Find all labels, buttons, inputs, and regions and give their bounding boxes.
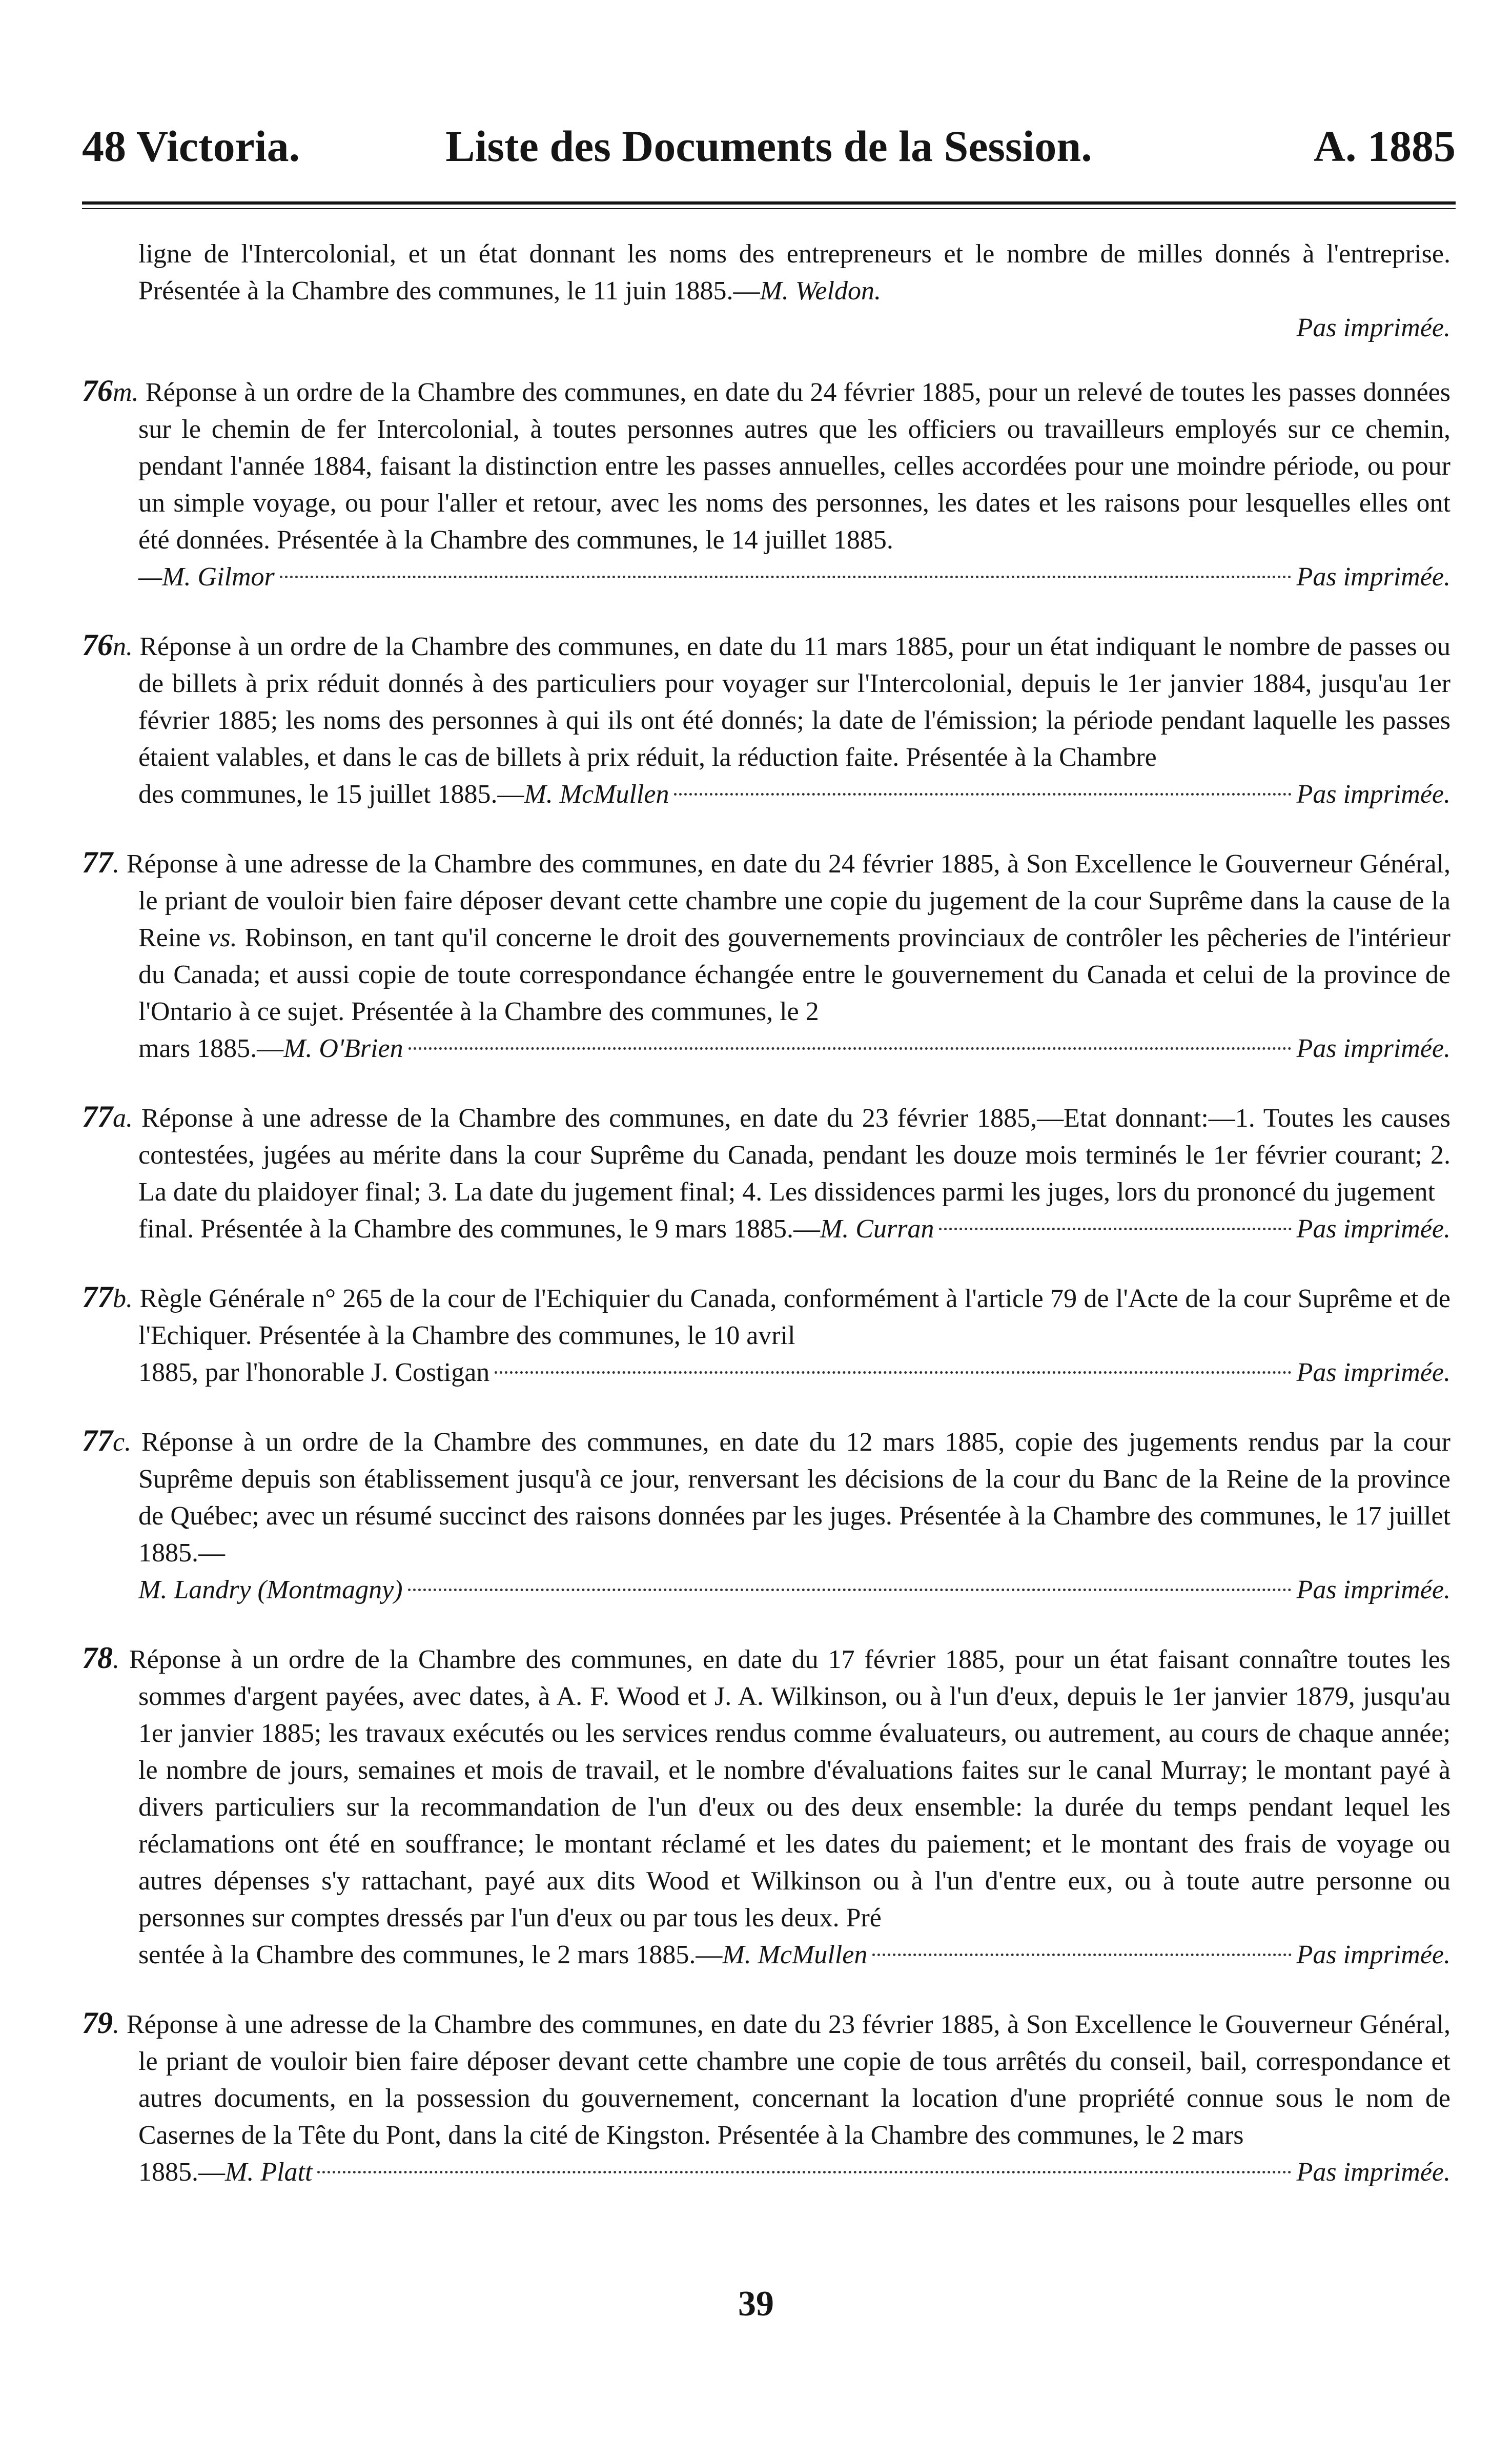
entry-text: Réponse à une adresse de la Chambre des communes, en date du 23 février 1885,—Etat donnant:—1. Toutes les causes contestées, jugées au mérite dans la cour Suprême du Canada, pendant les douze mois terminés le 1er février courant; 2. La date du plaidoyer final; 3. La date du jugement final; 4. Les dissidences parmi les juges, lors du prononcé du jugement: [133, 1104, 1450, 1207]
entry-mover: —M. Gilmor: [138, 562, 275, 592]
entry-77c: [82, 1422, 1450, 1609]
entry-number: 77b.: [82, 1280, 133, 1314]
entry-status: Pas imprimée.: [1296, 562, 1450, 592]
header-rule-thick: [82, 201, 1456, 205]
dot-leader: [408, 1589, 1292, 1591]
dot-leader: [939, 1228, 1291, 1230]
dot-leader: [495, 1371, 1291, 1374]
entry-tail: [138, 1937, 1450, 1974]
entry-text-last: des communes, le 15 juillet 1885.—M. McMullen: [138, 780, 669, 809]
entry-text-last: mars 1885.—M. O'Brien: [138, 1034, 403, 1063]
entry-status: Pas imprimée.: [1296, 1358, 1450, 1387]
entry-text: Réponse à un ordre de la Chambre des communes, en date du 17 février 1885, pour un état faisant connaître toutes les sommes d'argent payées, avec dates, à A. F. Wood et J. A. Wilkinson, ou à l'un d'eux, depuis le 1er janvier 1879, jusqu'au 1er janvier 1885; les travaux exécutés ou les services rendus comme évaluateurs, ou autrement, au cours de chaque année; le nombre de jours, semaines et mois de travail, et le nombre d'évaluations faites sur le canal Murray; le montant payé à divers particuliers sur la recommandation de l'un d'eux ou des deux ensemble: la durée du temps pendant lequel les réclamations ont été en souffrance; le montant réclamé et les dates du paiement; et le montant des frais de voyage ou autres dépenses s'y rattachant, payé aux dits Wood et Wilkinson ou à l'un d'entre eux, ou à toute autre personne ou personnes sur comptes dressés par l'un d'eux ou par tous les deux. Pré: [119, 1645, 1450, 1933]
entry-status: Pas imprimée.: [1296, 1034, 1450, 1063]
entry-number: 77c.: [82, 1424, 132, 1457]
entry-mover: M. McMullen: [722, 1940, 868, 1969]
entry-tail: [138, 1030, 1450, 1067]
entry-number: 76n.: [82, 628, 133, 662]
entry-mover: M. McMullen: [524, 780, 669, 809]
dot-leader: [280, 576, 1292, 578]
entry-number: 78.: [82, 1641, 119, 1675]
dot-leader: [317, 2171, 1291, 2173]
entry-tail: [138, 559, 1450, 596]
entry-continuation: [82, 236, 1450, 347]
running-header: [82, 115, 1456, 177]
entry-78: [82, 1639, 1450, 1974]
entry-status: Pas imprimée.: [1296, 313, 1450, 342]
entry-77: [82, 844, 1450, 1067]
entry-76n: [82, 626, 1450, 813]
entry-status: Pas imprimée.: [1296, 1575, 1450, 1604]
entry-mover: M. Curran: [820, 1214, 934, 1244]
entry-text: Réponse à un ordre de la Chambre des communes, en date du 12 mars 1885, copie des jugements rendus par la cour Suprême depuis son établissement jusqu'à ce jour, renversant les décisions de la cour du Banc de la Reine de la province de Québec; avec un résumé succinct des raisons données par les juges. Présentée à la Chambre des communes, le 17 juillet 1885.—: [131, 1428, 1450, 1568]
entry-77a: [82, 1098, 1450, 1248]
entry-text-last: 1885, par l'honorable J. Costigan: [138, 1358, 490, 1387]
entry-mover: M. O'Brien: [283, 1034, 403, 1063]
entry-status: Pas imprimée.: [1296, 1940, 1450, 1969]
entry-tail: [138, 1572, 1450, 1609]
entry-vs: vs.: [208, 923, 237, 952]
entry-text-2: Robinson, en tant qu'il concerne le droit des gouvernements provinciaux de contrôler les pêcheries de l'intérieur du Canada; et aussi copie de toute correspondance échangée entre le gouvernement du Canada et celui de la province de l'Ontario à ce sujet. Présentée à la Chambre des communes, le 2: [138, 923, 1450, 1026]
header-year: A. 1885: [1313, 121, 1456, 171]
document-list: [82, 236, 1450, 2222]
entry-text: Réponse à un ordre de la Chambre des communes, en date du 24 février 1885, pour un relevé de toutes les passes données sur le chemin de fer Intercolonial, à toutes personnes autres que les officiers ou travailleurs employés sur ce chemin, pendant l'année 1884, faisant la distinction entre les passes annuelles, celles accordées pour une moindre période, ou pour un simple voyage, ou pour l'aller et retour, avec les noms des personnes, les dates et les raisons pour lesquelles elles ont été données. Présentée à la Chambre des communes, le 14 juillet 1885.: [138, 378, 1450, 555]
entry-tail: [138, 2154, 1450, 2191]
entry-number: 79.: [82, 2006, 119, 2040]
entry-status: Pas imprimée.: [1296, 780, 1450, 809]
entry-77b: [82, 1278, 1450, 1391]
entry-number: 76m.: [82, 374, 139, 408]
entry-status: Pas imprimée.: [1296, 1214, 1450, 1244]
dot-leader: [408, 1047, 1292, 1050]
entry-text-last: final. Présentée à la Chambre des communes, le 9 mars 1885.—M. Curran: [138, 1214, 934, 1244]
entry-text: ligne de l'Intercolonial, et un état donnant les noms des entrepreneurs et le nombre de milles donnés à l'entreprise. Présentée à la Chambre des communes, le 11 juin 1885.—: [138, 239, 1450, 306]
dot-leader: [872, 1954, 1291, 1956]
entry-mover: M. Landry (Montmagny): [138, 1575, 403, 1604]
entry-mover: M. Platt: [225, 2158, 313, 2187]
entry-76m: [82, 372, 1450, 596]
page-number: 39: [738, 2284, 774, 2324]
entry-tail: [138, 1211, 1450, 1248]
header-title: Liste des Documents de la Session.: [445, 121, 1092, 171]
entry-number: 77a.: [82, 1100, 133, 1133]
entry-tail: [138, 776, 1450, 813]
entry-text-last: sentée à la Chambre des communes, le 2 mars 1885.—M. McMullen: [138, 1940, 868, 1969]
entry-mover: M. Weldon.: [760, 276, 881, 306]
entry-number: 77.: [82, 845, 119, 879]
header-rule-thin: [82, 208, 1456, 209]
entry-tail: [138, 1354, 1450, 1391]
entry-text: Réponse à une adresse de la Chambre des communes, en date du 23 février 1885, à Son Excellence le Gouverneur Général, le priant de vouloir bien faire déposer devant cette chambre une copie de tous arrêtés du conseil, bail, correspondance et autres documents, en la possession du gouvernement, concernant la location d'une propriété connue sous le nom de Casernes de la Tête du Pont, dans la cité de Kingston. Présentée à la Chambre des communes, le 2 mars: [119, 2010, 1450, 2150]
entry-text: Réponse à un ordre de la Chambre des communes, en date du 11 mars 1885, pour un état indiquant le nombre de passes ou de billets à prix réduit donnés à des particuliers pour voyager sur l'Intercolonial, depuis le 1er janvier 1884, jusqu'au 1er février 1885; les noms des personnes à qui ils ont été donnés; la date de l'émission; la période pendant laquelle les passes étaient valables, et dans le cas de billets à prix réduit, la réduction faite. Présentée à la Chambre: [133, 632, 1450, 772]
entry-text-last: 1885.—M. Platt: [138, 2158, 313, 2187]
entry-text: Réponse à une adresse de la Chambre des communes, en date du 24 février 1885, à Son Excellence le Gouverneur Général, le priant de vouloir bien faire déposer devant cette chambre une copie du jugement de la cour Suprême dans la cause de la Reine: [119, 849, 1450, 952]
entry-text: Règle Générale n° 265 de la cour de l'Echiquier du Canada, conformément à l'article 79 de l'Acte de la cour Suprême et de l'Echiquer. Présentée à la Chambre des communes, le 10 avril: [133, 1284, 1450, 1350]
entry-79: [82, 2004, 1450, 2191]
entry-status: Pas imprimée.: [1296, 2158, 1450, 2187]
header-session: 48 Victoria.: [82, 121, 300, 171]
dot-leader: [674, 793, 1291, 796]
